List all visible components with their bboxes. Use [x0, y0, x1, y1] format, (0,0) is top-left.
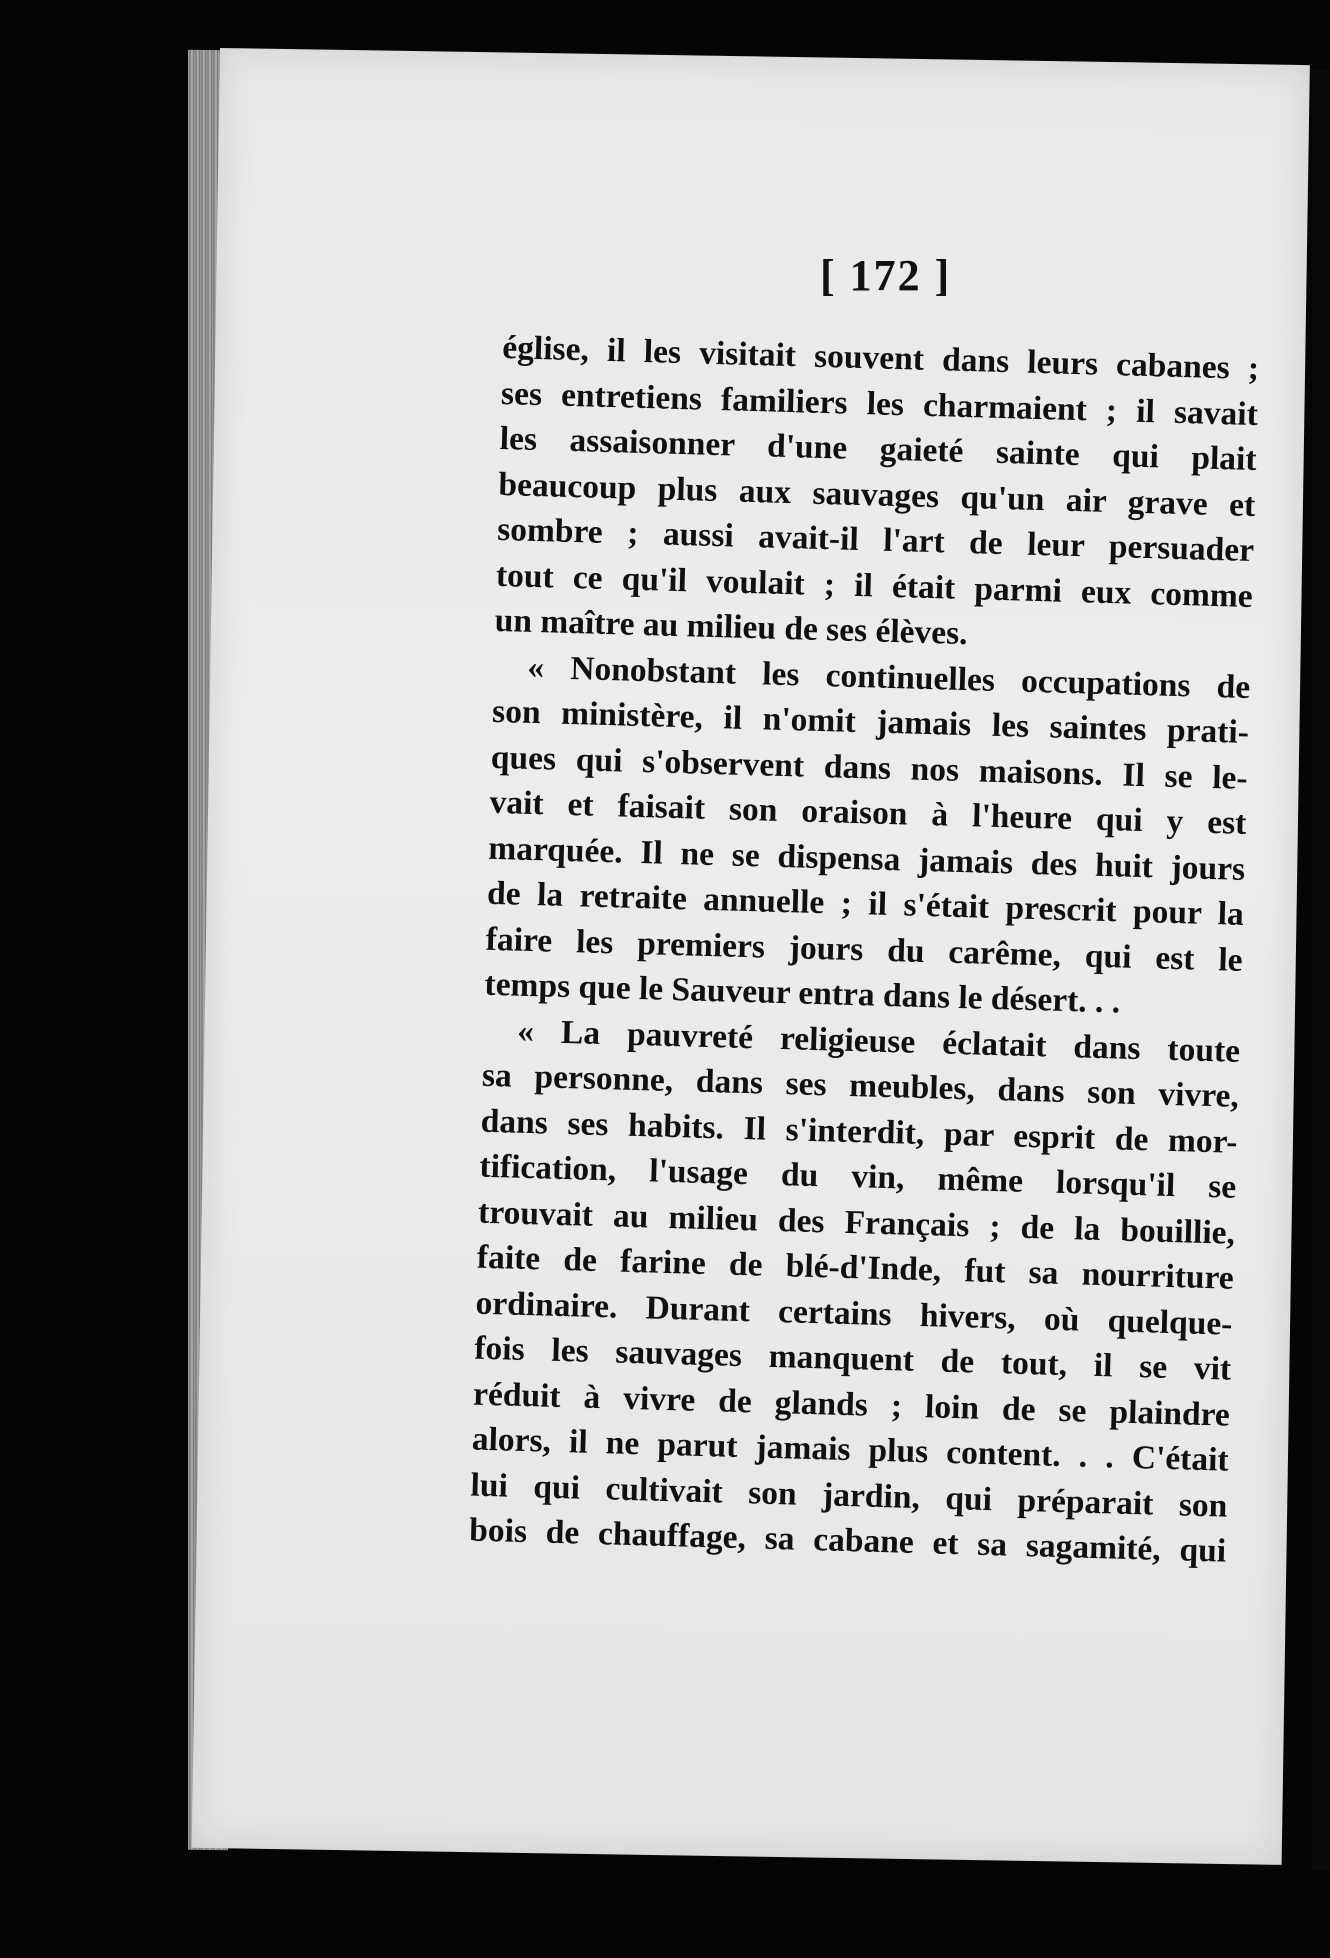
text-line: faite de farine de blé-d'Inde, fut sa nourriture — [476, 1238, 1235, 1297]
paragraph-2 — [484, 643, 1251, 1028]
text-line: son ministère, il n'omit jamais les saintes prati- — [491, 692, 1250, 751]
page-number: [ 172 ] — [820, 251, 952, 300]
text-line: sa personne, dans ses meubles, dans son vivre, — [481, 1056, 1240, 1115]
text-line: tout ce qu'il voulait ; il était parmi eux comme — [495, 556, 1254, 615]
text-line: trouvait au milieu des Français ; de la bouillie, — [477, 1193, 1236, 1252]
text-line: dans ses habits. Il s'interdit, par esprit de mor- — [480, 1102, 1238, 1161]
text-line: un maître au milieu de ses élèves. — [494, 601, 969, 653]
text-line: ordinaire. Durant certains hivers, où quelque- — [475, 1284, 1233, 1343]
text-line: vait et faisait son oraison à l'heure qui y est — [489, 783, 1247, 842]
text-line: marquée. Il ne se dispensa jamais des huit jours — [487, 829, 1246, 888]
text-line: église, il les visitait souvent dans leurs cabanes ; — [501, 328, 1260, 388]
text-line: beaucoup plus aux sauvages qu'un air grave et — [498, 465, 1256, 524]
text-line: de la retraite annuelle ; il s'était prescrit pour la — [486, 874, 1245, 933]
text-line: tification, l'usage du vin, même lorsqu'il se — [478, 1147, 1237, 1206]
text-line: ques qui s'observent dans nos maisons. Il se le- — [490, 738, 1249, 797]
binding-shadow — [1312, 70, 1330, 1870]
text-line: bois de chauffage, sa cabane et sa sagamité, qui — [468, 1511, 1227, 1570]
text-line: « La pauvreté religieuse éclatait dans toute — [516, 1012, 1241, 1070]
text-line: fois les sauvages manquent de tout, il se vit — [473, 1329, 1232, 1388]
text-line: alors, il ne parut jamais plus content. . . C'était — [471, 1420, 1230, 1479]
body-text — [469, 325, 1260, 1574]
text-line: réduit à vivre de glands ; loin de se plaindre — [472, 1375, 1231, 1434]
text-line: « Nonobstant les continuelles occupations de — [526, 648, 1251, 706]
text-line: temps que le Sauveur entra dans le désert. . . — [484, 965, 1121, 1021]
text-line: sombre ; aussi avait-il l'art de leur persuader — [496, 510, 1255, 570]
text-line: faire les premiers jours du carême, qui est le — [485, 920, 1244, 979]
text-line: lui qui cultivait son jardin, qui préparait son — [470, 1466, 1228, 1525]
text-line: les assaisonner d'une gaieté sainte qui plait — [499, 419, 1258, 479]
paragraph-1 — [494, 325, 1260, 665]
text-line: ses entretiens familiers les charmaient ; il savait — [500, 374, 1259, 433]
paragraph-3 — [469, 1007, 1241, 1574]
